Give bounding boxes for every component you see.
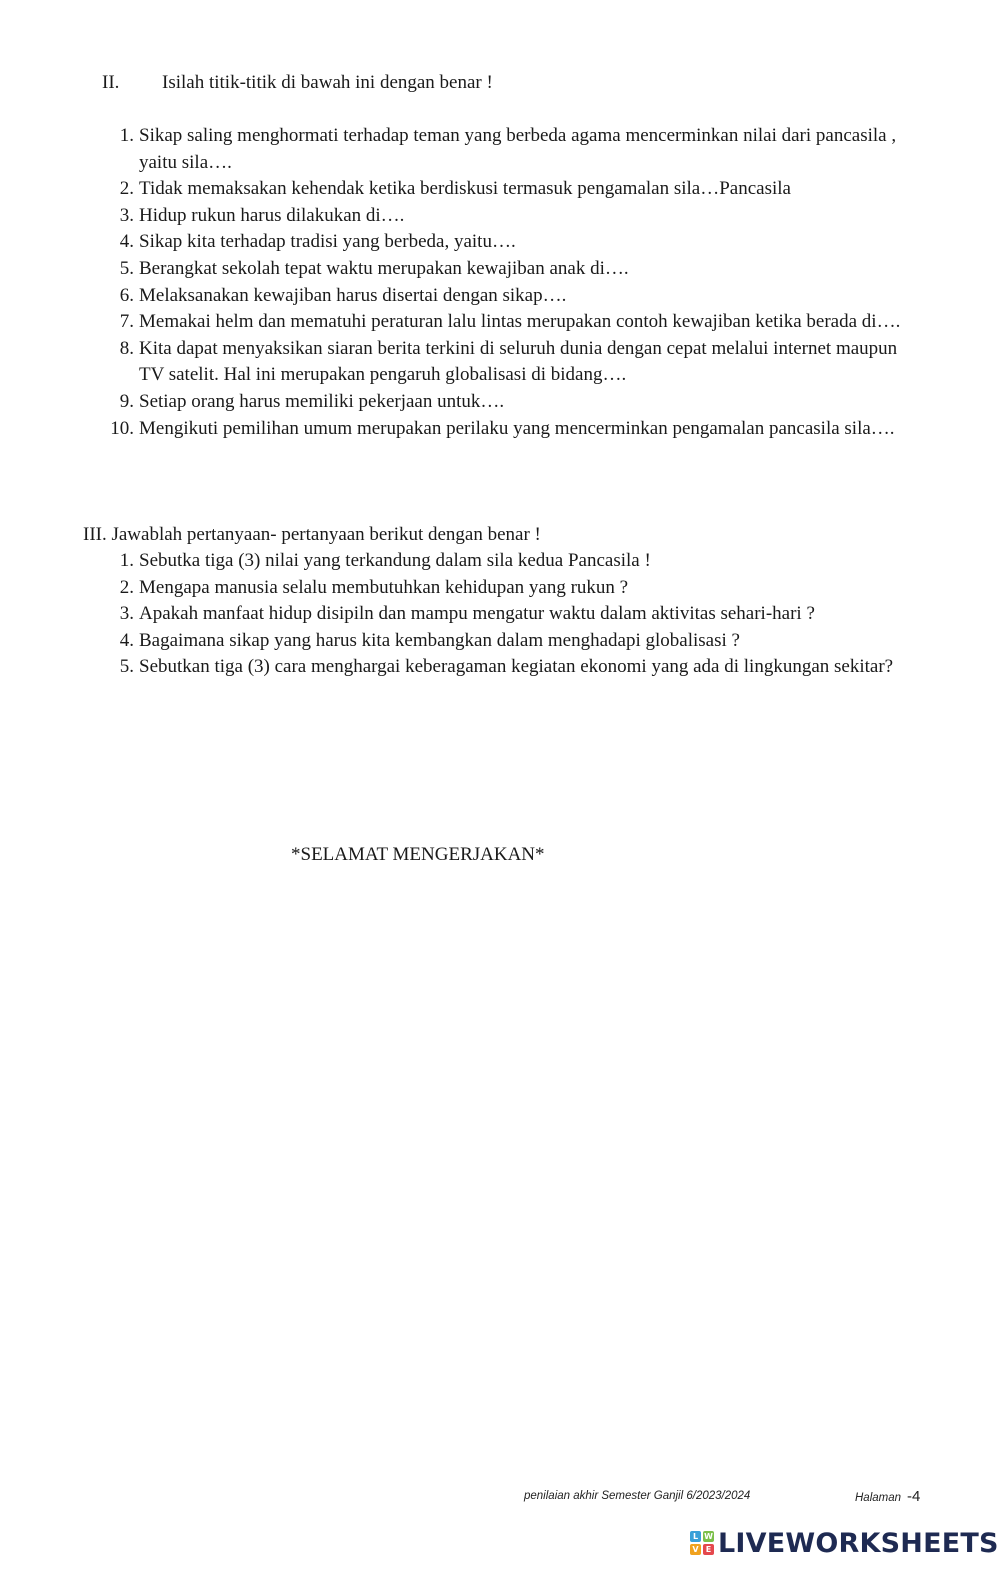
list-item [0,548,1000,575]
item-text: Berangkat sekolah tepat waktu merupakan kewajiban anak di…. [139,257,629,279]
item-text: Melaksanakan kewajiban harus disertai dengan sikap…. [139,284,567,306]
list-item [0,123,1000,176]
item-text: Memakai helm dan mematuhi peraturan lalu lintas merupakan contoh kewajiban ketika berada di…. [139,311,901,333]
item-number: 5. [119,656,134,678]
item-number: 6. [119,284,134,306]
item-text: Mengapa manusia selalu membutuhkan kehidupan yang rukun ? [139,576,629,598]
item-number: 10. [110,417,134,439]
list-item [0,256,1000,283]
item-text: Hidup rukun harus dilakukan di…. [139,204,405,226]
item-number: 1. [119,125,134,146]
list-item [0,628,1000,655]
section-3-heading: III. Jawablah pertanyaan- pertanyaan berikut dengan benar ! [83,524,541,545]
logo-tile: L [690,1531,701,1542]
item-text: Setiap orang harus memiliki pekerjaan untuk…. [139,390,505,412]
item-number: 9. [119,390,134,412]
page-label: Halaman [855,1492,902,1504]
list-item [0,203,1000,230]
section-2-heading [102,70,493,96]
list-item [0,336,1000,389]
item-text: Mengikuti pemilihan umum merupakan perilaku yang mencerminkan pengamalan pancasila sila…. [139,417,895,439]
footer-exam-label: penilaian akhir Semester Ganjil 6/2023/2024 [524,1490,751,1502]
item-text: Sebutkan tiga (3) cara menghargai keberagaman kegiatan ekonomi yang ada di lingkungan sekitar? [139,656,894,678]
section-2-title: Isilah titik-titik di bawah ini dengan benar ! [162,72,493,93]
logo-tile: V [690,1544,701,1555]
closing-message: *SELAMAT MENGERJAKAN* [291,844,545,865]
item-number: 3. [119,603,134,625]
section-2-list [0,123,1000,442]
item-text: Sikap kita terhadap tradisi yang berbeda, yaitu…. [139,231,516,253]
list-item [0,654,1000,681]
item-text: Bagaimana sikap yang harus kita kembangkan dalam menghadapi globalisasi ? [139,629,740,651]
list-item [0,176,1000,203]
item-number: 4. [119,231,134,253]
item-number: 3. [119,204,134,226]
footer-page-number [855,1488,920,1505]
section-2-number: II. [102,72,120,93]
list-item [0,575,1000,602]
list-item [0,283,1000,310]
list-item [0,309,1000,336]
item-text: Sebutka tiga (3) nilai yang terkandung dalam sila kedua Pancasila ! [139,550,651,571]
logo-tile: W [704,1532,713,1541]
item-text: Kita dapat menyaksikan siaran berita terkini di seluruh dunia dengan cepat melalui internet maupun TV satelit. Hal ini merupakan pengaruh globalisasi di bidang…. [139,337,898,386]
list-item [0,416,1000,443]
item-number: 8. [119,337,134,359]
item-number: 1. [119,550,134,571]
list-item [0,389,1000,416]
logo-tile: E [703,1544,714,1555]
item-text: Sikap saling menghormati terhadap teman yang berbeda agama mencerminkan nilai dari pancasila , yaitu sila…. [139,125,897,173]
liveworksheets-brand [690,1526,999,1560]
item-number: 2. [119,178,134,200]
list-item [0,229,1000,256]
item-number: 2. [119,576,134,598]
brand-name: LIVEWORKSHEETS [718,1527,999,1559]
liveworksheets-logo-icon [690,1531,714,1555]
list-item [0,601,1000,628]
item-number: 4. [119,629,134,651]
section-3-list [0,548,1000,681]
item-text: Tidak memaksakan kehendak ketika berdiskusi termasuk pengamalan sila…Pancasila [139,178,791,200]
item-text: Apakah manfaat hidup disipiln dan mampu mengatur waktu dalam aktivitas sehari-hari ? [139,603,815,625]
item-number: 7. [119,311,134,333]
item-number: 5. [119,257,134,279]
page-number: -4 [907,1488,921,1505]
